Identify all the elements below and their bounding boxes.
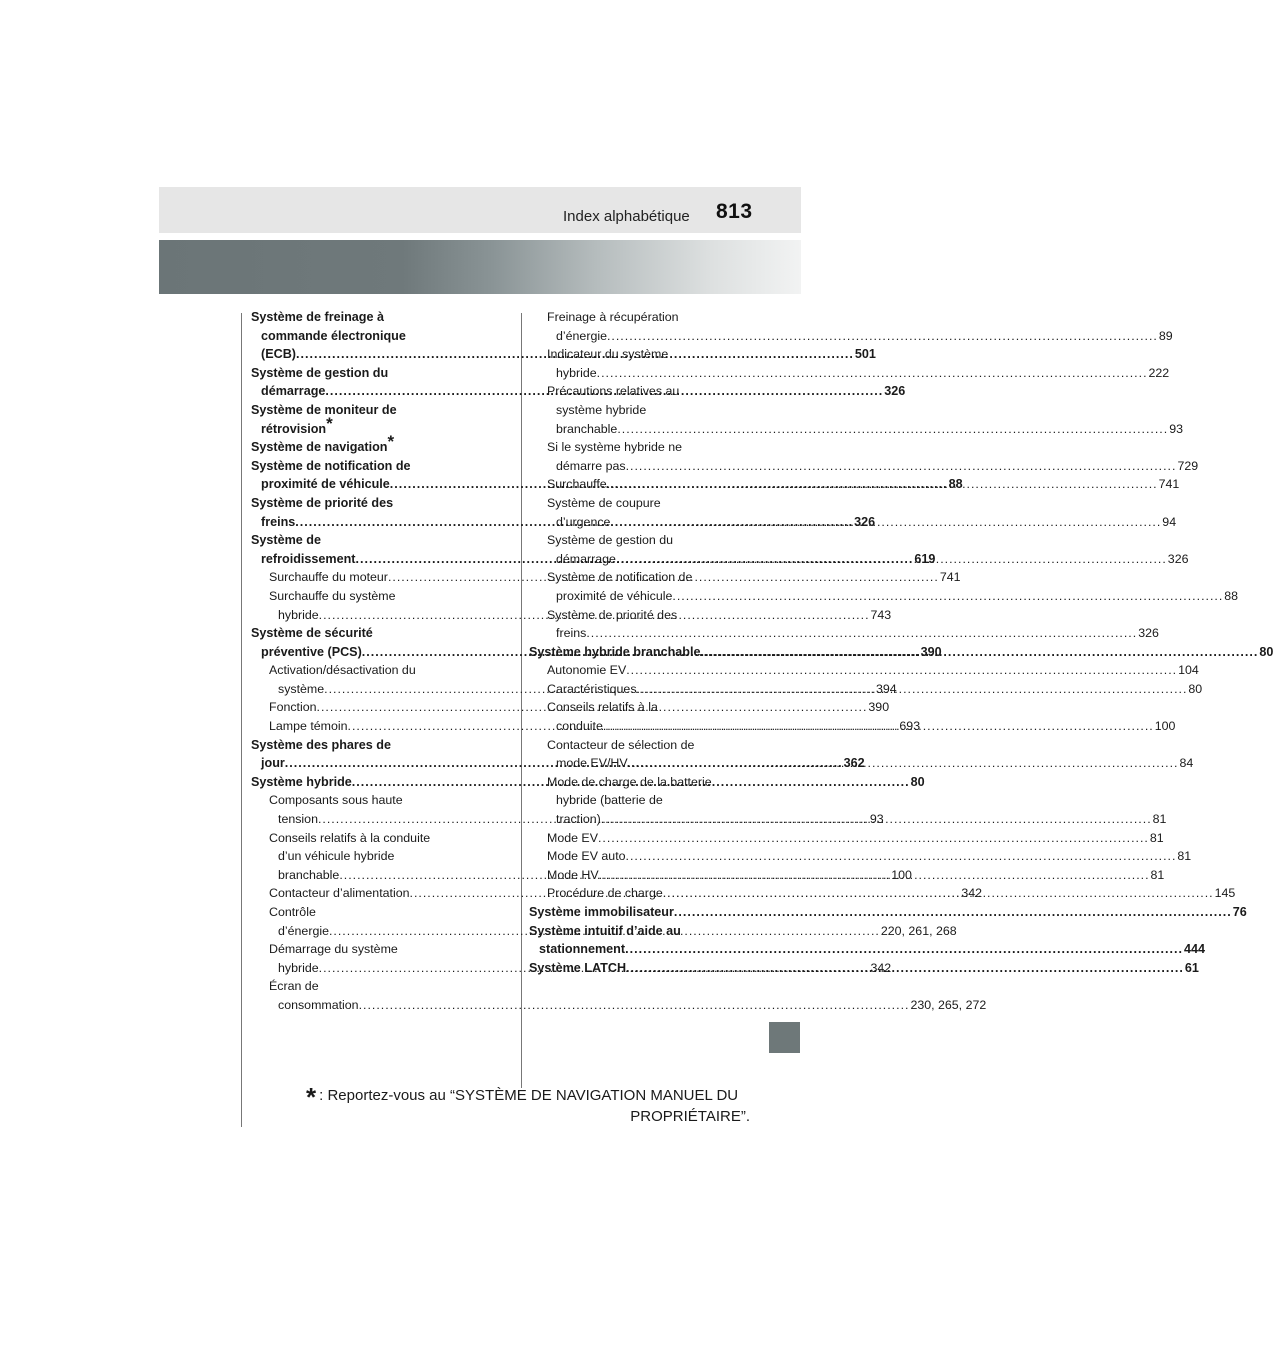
index-entry-text: d’urgence	[556, 514, 611, 529]
index-entry-text: Système de gestion du	[251, 365, 389, 380]
index-entry-line	[529, 327, 1173, 346]
index-entry-line	[529, 457, 1199, 476]
footnote-marker: *	[326, 413, 333, 433]
index-page-ref: 80	[910, 774, 925, 789]
index-entry-line	[251, 847, 473, 866]
index-page-ref: 390	[868, 700, 890, 715]
index-page-ref: 342	[961, 886, 983, 901]
index-entry-line	[529, 345, 751, 364]
index-entry-line	[529, 438, 751, 457]
index-entry-text: d’énergie	[556, 328, 607, 343]
index-entry-line	[529, 606, 751, 625]
index-page-ref: 444	[1183, 942, 1205, 957]
index-entry-line	[251, 432, 473, 457]
index-entry	[529, 829, 1164, 848]
dot-leader	[607, 329, 1158, 343]
index-entry-text: Mode de charge de la batterie	[547, 774, 712, 789]
index-entry-text: Composants sous haute	[269, 793, 403, 808]
index-entry-line	[529, 661, 1199, 680]
index-entry-line	[251, 308, 473, 327]
dot-leader	[597, 366, 1148, 380]
index-page-ref: 230, 265, 272	[910, 997, 987, 1012]
dot-leader	[617, 422, 1168, 436]
index-page-ref: 89	[1158, 328, 1173, 343]
index-page-ref: 100	[1154, 719, 1176, 734]
index-entry-text: Système intuitif d’aide au	[529, 923, 681, 938]
index-page-ref: 81	[1149, 830, 1164, 845]
header-bar	[159, 187, 801, 233]
index-entry-line	[251, 587, 473, 606]
index-page-ref: 222	[1148, 365, 1170, 380]
index-entry-line	[251, 996, 987, 1015]
index-page-ref: 84	[1179, 756, 1194, 771]
index-entry-line	[529, 494, 751, 513]
index-entry-line	[529, 401, 751, 420]
index-page-ref: 93	[869, 812, 884, 827]
left-margin-rule	[241, 313, 242, 1127]
index-entry-text: démarrage	[556, 551, 616, 566]
dot-leader	[616, 552, 1167, 566]
index-entry-line	[251, 457, 473, 476]
index-entry-line	[529, 531, 751, 550]
index-page-ref: 61	[1184, 960, 1199, 975]
dot-leader	[626, 459, 1177, 473]
index-page-ref: 390	[920, 644, 942, 659]
index-entry-text: freins	[261, 514, 296, 529]
index-page-ref: 104	[1178, 663, 1199, 678]
index-entry-line	[529, 587, 1239, 606]
index-entry-line	[251, 624, 473, 643]
index-entry-line	[251, 661, 473, 680]
index-entry-text: traction)	[556, 812, 601, 827]
page-title: Index alphabétique	[563, 208, 690, 225]
index-page-ref: 100	[891, 867, 912, 882]
index-entry-line	[529, 736, 751, 755]
dot-leader	[626, 849, 1177, 863]
index-page-ref: 81	[1177, 849, 1192, 864]
index-entry-text: Écran de	[269, 979, 319, 994]
index-entry-line	[529, 773, 751, 792]
index-entry-text: Système immobilisateur	[529, 905, 674, 919]
index-entry-text: hybride	[556, 365, 597, 380]
index-entry-text: Système de freinage à	[251, 310, 384, 324]
index-entry-text: proximité de véhicule	[261, 477, 390, 492]
index-entry-line	[251, 791, 473, 810]
index-entry-line	[529, 940, 1205, 959]
index-entry-text: Contacteur d’alimentation	[269, 886, 410, 901]
index-page-ref: 394	[876, 681, 897, 696]
index-entry-text: Système de navigation	[251, 440, 388, 455]
index-entry-line	[529, 922, 751, 941]
index-entry-text: Si le système hybride ne	[547, 440, 682, 455]
dot-leader	[610, 515, 1161, 529]
index-entry	[529, 438, 1199, 475]
index-entry-text: système	[278, 681, 325, 696]
index-entry-text: Conseils relatifs à la	[547, 700, 658, 715]
index-entry-text: Surchauffe du système	[269, 588, 396, 603]
index-page-ref: 220, 261, 268	[880, 923, 957, 938]
index-entry-text: Précautions relatives au	[547, 384, 680, 399]
index-entry-text: conduite	[556, 719, 603, 734]
index-entry-text: Mode EV auto	[547, 849, 626, 864]
dot-leader	[663, 886, 1214, 900]
index-entry-line	[529, 903, 1247, 922]
index-page-ref: 741	[939, 570, 961, 585]
index-entry-text: Mode EV	[547, 830, 598, 845]
index-entry-text: Système hybride branchable	[529, 644, 701, 659]
index-entry-text: Système des phares de	[251, 737, 392, 752]
index-page-ref: 693	[899, 719, 921, 734]
index-entry-text: Caractéristiques	[547, 681, 637, 696]
index-entry-line	[529, 568, 751, 587]
index-entry-text: Lampe témoin	[269, 719, 348, 734]
index-entry-line	[251, 829, 473, 848]
index-entry-text: Système de coupure	[547, 495, 661, 510]
index-page-ref: 88	[1224, 588, 1239, 603]
dot-leader	[672, 589, 1223, 603]
index-entry-line	[529, 791, 751, 810]
index-entry-line	[529, 364, 1170, 383]
index-entry	[251, 401, 473, 438]
index-page-ref: 93	[1169, 421, 1183, 436]
dot-leader	[637, 682, 1188, 696]
index-entry-text: Freinage à récupération	[547, 310, 679, 324]
index-page-ref: 326	[1167, 551, 1189, 566]
index-entry	[251, 977, 987, 1014]
index-entry-text: Système de sécurité	[251, 626, 373, 641]
index-entry-text: Contacteur de sélection de	[547, 737, 695, 752]
index-entry-line	[251, 364, 473, 383]
dot-leader	[599, 868, 1150, 882]
index-entry-line	[251, 903, 473, 922]
index-page-ref: 80	[1259, 644, 1273, 659]
index-page-ref: 326	[854, 514, 876, 529]
index-entry-line	[529, 624, 1159, 643]
index-page-ref: 362	[843, 756, 865, 771]
index-entry-line	[529, 382, 751, 401]
index-entry-text: Système de gestion du	[547, 533, 674, 548]
footnote-star: *	[306, 1082, 317, 1112]
dot-leader	[628, 756, 1179, 770]
index-page-ref: 94	[1162, 514, 1177, 529]
index-entry-text: rétrovision	[261, 421, 327, 436]
index-entry-line	[251, 940, 473, 959]
index-entry-text: Surchauffe	[547, 477, 607, 492]
dot-leader	[625, 942, 1183, 956]
dot-leader	[607, 477, 1158, 491]
index-entry-text: Système de priorité des	[547, 607, 678, 622]
index-entry-text: démarre pas	[556, 458, 626, 473]
index-entry-text: hybride	[278, 607, 319, 622]
index-entry	[251, 432, 473, 457]
chapter-tab	[769, 1022, 800, 1053]
index-page-ref: 326	[1138, 626, 1159, 641]
dot-leader	[586, 626, 1137, 640]
index-entry-line	[529, 420, 1183, 439]
footnote-marker: *	[387, 432, 395, 452]
index-entry-text: commande électronique	[261, 328, 406, 343]
index-entry-text: refroidissement	[261, 551, 356, 566]
index-entry-text: Système LATCH	[529, 960, 627, 975]
dot-leader	[700, 645, 1258, 659]
index-entry-text: Système de notification de	[547, 570, 693, 585]
index-page-ref: 741	[1158, 477, 1180, 492]
footnote-line-2: PROPRIÉTAIRE”.	[630, 1108, 750, 1125]
index-entry-text: Contrôle	[269, 905, 316, 919]
index-entry-text: Activation/désactivation du	[269, 663, 416, 678]
index-entry-text: système hybride	[556, 402, 647, 417]
index-entry-text: d’énergie	[278, 923, 329, 938]
index-entry-line	[251, 413, 473, 439]
index-entry-text: Mode HV	[547, 867, 599, 882]
index-page-ref: 81	[1150, 867, 1165, 882]
index-entry-text: hybride	[278, 960, 319, 975]
dot-leader	[626, 663, 1177, 677]
index-entry-text: branchable	[278, 867, 340, 882]
index-entry	[529, 661, 1199, 680]
index-entry-text: Système de notification de	[251, 458, 411, 473]
index-entry-line	[529, 847, 1192, 866]
dot-leader	[674, 905, 1232, 919]
index-entry-line	[529, 829, 1164, 848]
index-entry-text: hybride (batterie de	[556, 793, 663, 808]
dot-leader	[601, 812, 1152, 826]
index-entry-text: Fonction	[269, 700, 317, 715]
index-entry-text: Système de	[251, 533, 322, 548]
index-page-ref: 76	[1232, 905, 1247, 919]
index-entry-line	[251, 401, 473, 420]
index-entry-text: Autonomie EV	[547, 663, 627, 678]
index-entry-text: Indicateur du système	[547, 347, 669, 362]
page-number: 813	[716, 200, 753, 223]
index-entry-text: d’un véhicule hybride	[278, 849, 395, 864]
index-page-ref: 501	[854, 347, 876, 362]
index-page-ref: 729	[1177, 458, 1199, 473]
index-page-ref: 326	[884, 384, 906, 399]
index-entry-line	[529, 698, 751, 717]
index-entry-line	[529, 308, 751, 327]
index-entry-text: Procédure de charge	[547, 886, 663, 901]
index-page-ref: 619	[914, 551, 936, 566]
dot-leader	[626, 961, 1184, 975]
index-entry-text: Surchauffe du moteur	[269, 570, 388, 585]
index-entry-text: Système de moniteur de	[251, 402, 397, 417]
index-entry-text: stationnement	[539, 942, 626, 957]
index-entry-line	[251, 494, 473, 513]
index-entry-text: consommation	[278, 997, 359, 1012]
index-entry-text: freins	[556, 626, 587, 641]
dot-leader	[359, 998, 910, 1012]
index-entry-text: Système de priorité des	[251, 495, 394, 510]
index-page-ref: 342	[870, 960, 892, 975]
decorative-band	[159, 240, 801, 294]
index-page-ref: 88	[948, 477, 963, 492]
index-entry-text: démarrage	[261, 384, 326, 399]
index-entry-text: proximité de véhicule	[556, 588, 673, 603]
index-entry	[529, 903, 1247, 922]
index-entry-text: branchable	[556, 421, 618, 436]
index-entry-text: Conseils relatifs à la conduite	[269, 830, 431, 845]
index-page-ref: 81	[1152, 812, 1167, 827]
index-page-ref: 743	[870, 607, 892, 622]
index-entry-text: Démarrage du système	[269, 942, 398, 957]
index-page-ref: 80	[1188, 681, 1203, 696]
footnote	[306, 1082, 750, 1127]
index-entry-text: Système hybride	[251, 774, 352, 789]
index-entry-text: tension	[278, 812, 318, 827]
index-entry	[529, 847, 1192, 866]
index-entry-text: (ECB)	[261, 347, 296, 362]
index-entry-text: mode EV/HV	[556, 756, 628, 771]
index-entry-text: préventive (PCS)	[261, 644, 362, 659]
dot-leader	[598, 831, 1149, 845]
index-entry-line	[251, 327, 473, 346]
index-entry-line	[251, 977, 473, 996]
index-entry-text: jour	[261, 756, 285, 771]
index-entry-line	[251, 531, 473, 550]
index-entry-line	[251, 736, 473, 755]
footnote-line-1: : Reportez-vous au “SYSTÈME DE NAVIGATION MANUEL DU	[319, 1087, 739, 1104]
index-entry	[529, 308, 1173, 345]
dot-leader	[603, 719, 1154, 733]
index-page-ref: 145	[1214, 886, 1236, 901]
